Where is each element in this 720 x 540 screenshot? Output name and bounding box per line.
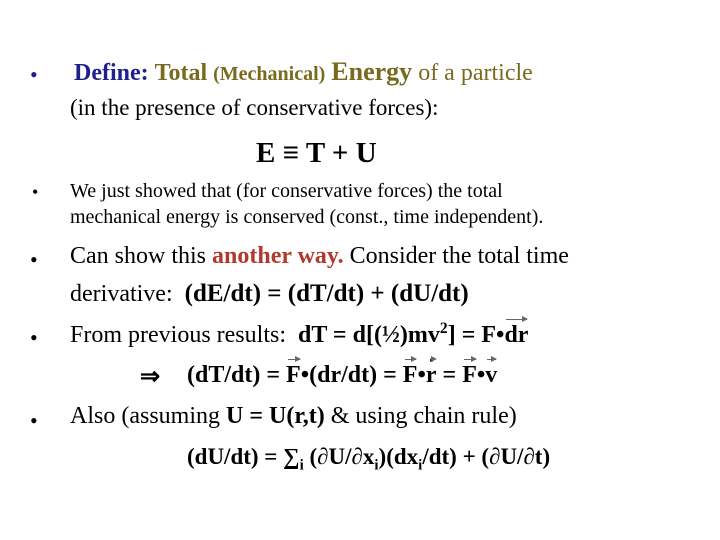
bullet-3-line-2	[70, 280, 469, 308]
implies-arrow: ⇒	[140, 364, 161, 390]
dx-index: i	[418, 457, 423, 474]
equation-rhs: T + U	[305, 137, 377, 169]
total-word: Total	[154, 60, 208, 86]
dot-operator-3: •	[417, 362, 426, 388]
partial-part: (∂U/∂x	[303, 444, 375, 469]
mechanical-word: (Mechanical)	[213, 63, 326, 85]
chain-start: (dU/dt) =	[187, 444, 284, 469]
dot-operator-2: •	[300, 362, 310, 388]
equals-sign: =	[436, 362, 463, 388]
u-condition-text: U = U(r,t)	[226, 403, 325, 429]
bullet-1: •	[30, 62, 38, 87]
dt-formula	[298, 322, 528, 348]
bullet-4: •	[30, 325, 38, 350]
drdt-text: (dr/dt) =	[309, 362, 403, 388]
energy-equation	[256, 137, 377, 170]
dot-operator-4: •	[476, 362, 486, 388]
bullet-5: •	[30, 408, 38, 433]
force-vector-2: F	[402, 362, 418, 388]
dot-operator: •	[496, 322, 505, 348]
derivative-label: derivative:	[70, 281, 173, 307]
bullet-4-intro: From previous results:	[70, 322, 286, 348]
velocity-vector: v	[485, 362, 498, 388]
bullet-3-intro: Can show this	[70, 243, 207, 269]
bullet-3: •	[30, 247, 38, 272]
equation-equiv: ≡	[282, 137, 300, 169]
bullet-3-rest: Consider the total time	[349, 243, 569, 269]
power-formula	[187, 362, 497, 389]
end-part: /dt) + (∂U/∂t)	[422, 444, 551, 469]
bullet-3-line-1	[70, 243, 569, 270]
another-way-highlight: another way.	[212, 243, 344, 269]
bullet-2-line-1: We just showed that (for conservative forces) the total	[70, 180, 503, 202]
bullet-5-line-1	[70, 403, 517, 430]
equation-e: E	[256, 137, 276, 169]
chain-rule-formula	[187, 444, 550, 475]
r-dot-vector: r	[425, 362, 437, 388]
bullet-5-intro: Also (assuming	[70, 403, 220, 429]
force-vector-3: F	[462, 362, 477, 388]
sum-index: i	[299, 457, 304, 474]
power-start: (dT/dt) =	[187, 362, 287, 388]
dr-vector: dr	[504, 322, 529, 348]
bullet-4-line-1	[70, 320, 528, 349]
force-vector-1: F	[286, 362, 301, 388]
sum-symbol: ∑	[283, 444, 300, 469]
bullet-5-rest: & using chain rule)	[330, 403, 517, 429]
total-derivative-formula: (dE/dt) = (dT/dt) + (dU/dt)	[184, 280, 469, 307]
dt-formula-sup: 2	[439, 320, 448, 337]
dt-formula-end: ] = F	[447, 322, 497, 348]
energy-word: Energy	[331, 57, 413, 86]
bullet-2: •	[32, 182, 39, 202]
define-line-2: (in the presence of conservative forces):	[70, 95, 439, 120]
dt-formula-start: dT = d[(½)mv	[298, 322, 440, 348]
mid-part: )(dx	[378, 444, 419, 469]
x-index: i	[374, 457, 379, 474]
u-condition	[226, 403, 325, 429]
bullet-2-line-2: mechanical energy is conserved (const., time independent).	[70, 206, 544, 228]
define-rest: of a particle	[418, 60, 533, 86]
define-line	[74, 57, 533, 87]
drdt-part	[309, 362, 403, 388]
define-label: Define:	[74, 60, 149, 86]
